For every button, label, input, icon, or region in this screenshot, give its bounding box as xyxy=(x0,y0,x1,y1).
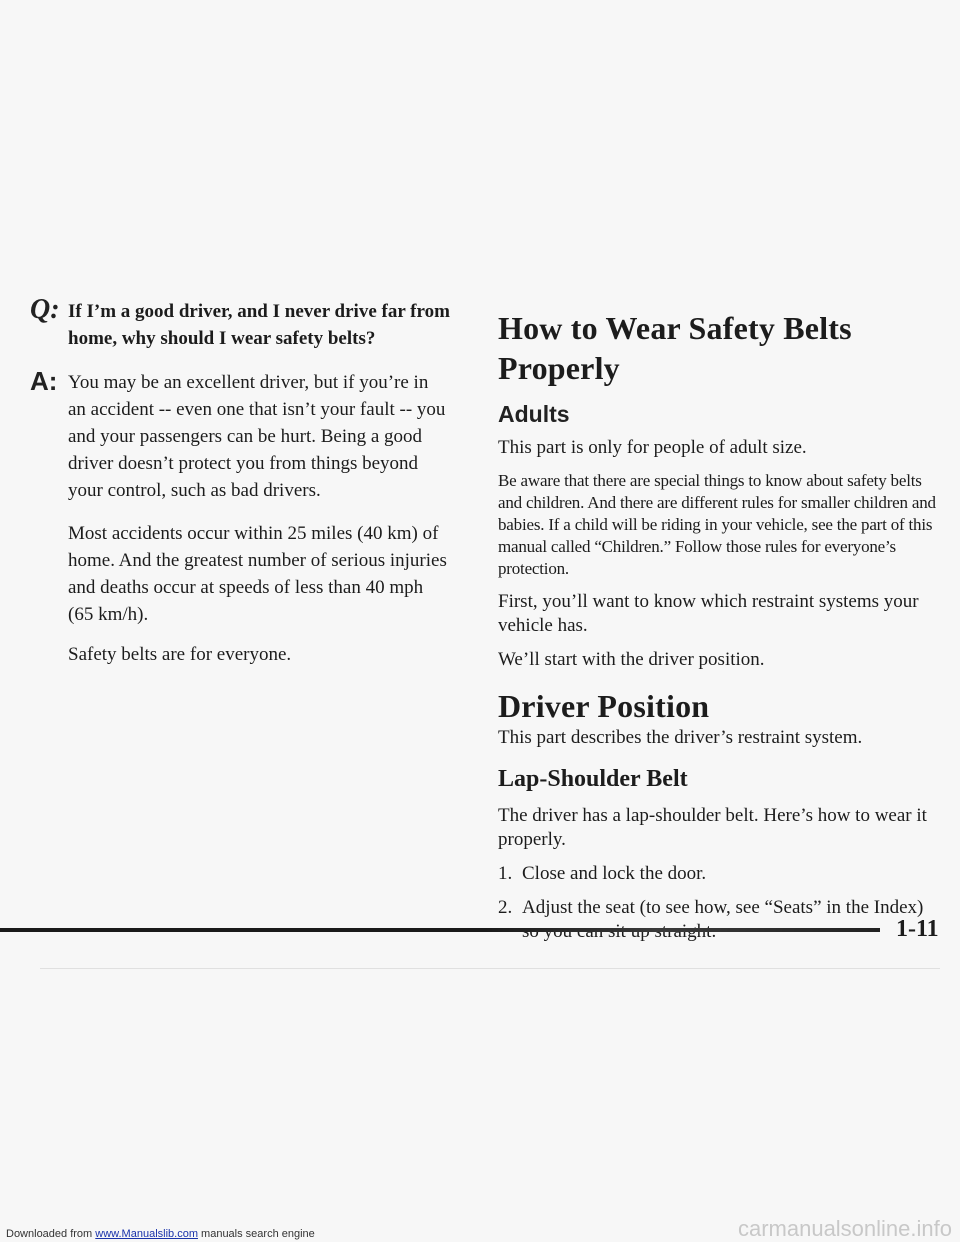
list-item xyxy=(498,896,943,944)
page-number: 1-11 xyxy=(896,916,939,942)
driver-paragraph: This part describes the driver’s restraint system. xyxy=(498,727,863,748)
lap-shoulder-heading: Lap-Shoulder Belt xyxy=(498,766,688,792)
watermark-logo: carmanualsonline.info xyxy=(737,1216,952,1241)
adults-paragraph: We’ll start with the driver position. xyxy=(498,649,765,670)
lap-shoulder-paragraph: The driver has a lap-shoulder belt. Here’s how to wear it properly. xyxy=(498,805,927,850)
list-item xyxy=(498,862,943,886)
footer-rule xyxy=(0,928,880,932)
question-block xyxy=(30,294,450,352)
manualslib-link[interactable]: www.Manualslib.com xyxy=(95,1228,198,1240)
watermark-prefix: Downloaded from xyxy=(6,1228,96,1240)
answer-block xyxy=(30,366,450,668)
divider xyxy=(40,968,940,969)
step-text: Adjust the seat (to see how, see “Seats” in the Index) xyxy=(522,897,924,918)
watermark-suffix: manuals search engine xyxy=(197,1228,315,1240)
adults-heading: Adults xyxy=(498,401,570,427)
step-text: Close and lock the door. xyxy=(522,863,707,884)
adults-paragraph: First, you’ll want to know which restraint systems your vehicle has. xyxy=(498,591,919,636)
question-marker: Q: xyxy=(30,294,60,325)
driver-position-heading: Driver Position xyxy=(498,688,710,724)
question-text: If I’m a good driver, and I never drive far from home, why should I wear safety belts? xyxy=(68,301,450,349)
watermark-text xyxy=(6,1228,315,1240)
adults-paragraph: Be aware that there are special things to know about safety belts and children. And there are different rules for smaller children and babies. If a child will be riding in your vehicle, see the part of this manual called “Children.” Follow those rules for everyone’s protection. xyxy=(498,471,936,578)
answer-paragraph: You may be an excellent driver, but if you’re in an accident -- even one that isn’t your fault -- you and your passengers can be hurt. Being a good driver doesn’t protect you from things beyond your control, such as bad drivers. xyxy=(68,372,446,501)
step-number: 1. xyxy=(498,863,513,884)
step-number: 2. xyxy=(498,897,513,918)
qa-section xyxy=(30,294,450,681)
answer-marker: A: xyxy=(30,366,58,396)
right-column xyxy=(498,308,943,954)
answer-paragraph: Safety belts are for everyone. xyxy=(68,644,292,665)
adults-paragraph: This part is only for people of adult size. xyxy=(498,437,807,458)
answer-paragraph: Most accidents occur within 25 miles (40 km) of home. And the greatest number of serious injuries and deaths occur at speeds of less than 40 mph (65 km/h). xyxy=(68,523,447,625)
section-title: How to Wear Safety Belts Properly xyxy=(498,310,852,386)
